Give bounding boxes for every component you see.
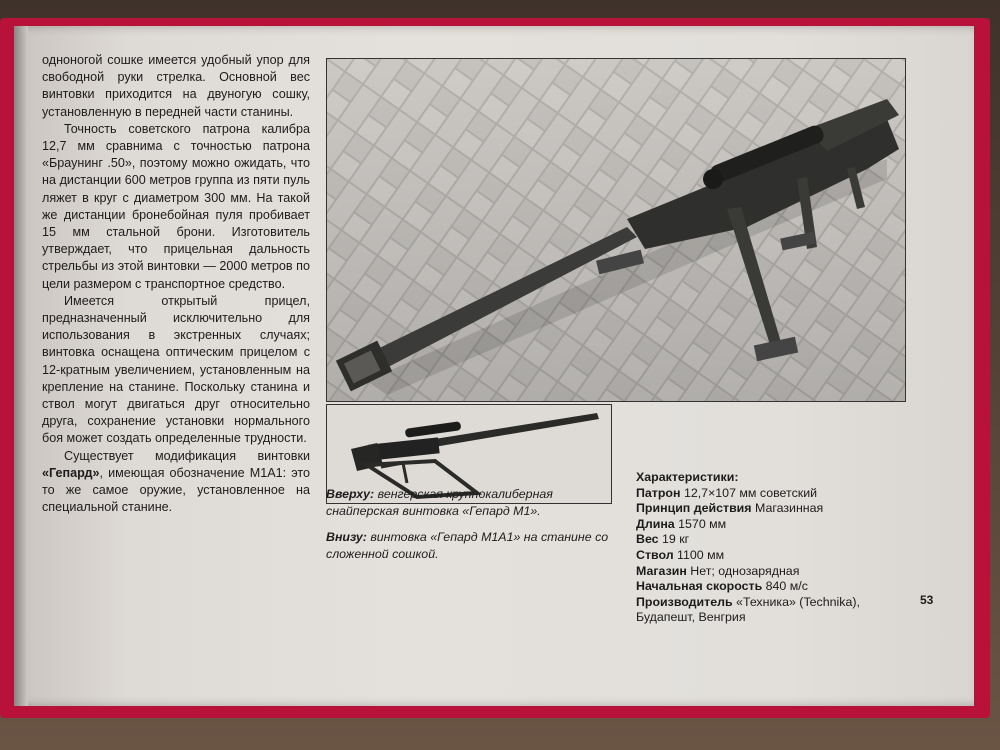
caption-top xyxy=(326,486,624,519)
spec-row-velocity xyxy=(636,579,906,595)
body-text-column xyxy=(42,52,310,516)
caption-top-text: венгерская крупнокалиберная снайперская винтовка «Гепард М1». xyxy=(326,487,553,518)
spec-label: Ствол xyxy=(636,547,674,562)
specifications-block xyxy=(636,470,906,626)
page-gutter xyxy=(14,26,28,706)
paragraph-1: одноногой сошке имеется удобный упор для свободной руки стрелка. Основной вес винтовки приходится на двуногую сошку, установленную в передней части станины. xyxy=(42,53,310,119)
caption-bottom-text: винтовка «Гепард М1А1» на станине со сложенной сошкой. xyxy=(326,530,609,561)
caption-top-label: Вверху: xyxy=(326,487,375,501)
spec-value: Магазинная xyxy=(751,501,824,516)
paragraph-3: Имеется открытый прицел, предназначенный исключительно для использования в экстренных случаях; винтовка оснащена оптическим прицелом с 12-кратным увеличением, установленным на крепление на станине. Поскольку станина и ствол могут двигаться друг относительно друга, сохранение установки нормального боя может создать определенные трудности. xyxy=(42,293,310,446)
rifle-photo-main-image xyxy=(327,59,906,402)
photo-captions xyxy=(326,486,624,572)
spec-label: Начальная скорость xyxy=(636,579,763,594)
paragraph-4 xyxy=(42,448,310,517)
spec-row-cartridge xyxy=(636,486,906,502)
spec-row-manufacturer xyxy=(636,595,906,626)
paragraph-2: Точность советского патрона калибра 12,7 мм сравнима с точностью патрона «Браунинг .50», поэтому можно ожидать, что на дистанции 600 метров группа из пяти пуль ляжет в круг с диаметром 300 мм. На такой же дистанции бронебойная пуля пробивает 15 мм стальной брони. Изготовитель утверждает, что прицельная дальность стрельбы из этой винтовки — 2000 метров по цели размером с транспортное средство. xyxy=(42,121,310,291)
specs-title: Характеристики: xyxy=(636,470,739,484)
spec-label: Производитель xyxy=(636,594,733,609)
spec-value: 19 кг xyxy=(658,532,690,547)
spec-value: 1100 мм xyxy=(673,547,725,562)
spec-row-length xyxy=(636,517,906,533)
spec-value: 12,7×107 мм советский xyxy=(680,485,818,500)
spec-label: Вес xyxy=(636,532,659,547)
spec-value: 1570 мм xyxy=(674,516,727,531)
spec-value: 840 м/с xyxy=(762,579,808,594)
spec-row-magazine xyxy=(636,564,906,580)
spec-label: Патрон xyxy=(636,485,681,500)
caption-bottom-label: Внизу: xyxy=(326,530,367,544)
spec-row-action xyxy=(636,501,906,517)
spec-value: Нет; однозарядная xyxy=(686,563,800,578)
rifle-photo-main xyxy=(326,58,906,402)
paragraph-4-before: Существует модификация винтовки xyxy=(64,448,310,463)
spec-label: Принцип действия xyxy=(636,501,752,516)
paragraph-4-after: , имеющая обозначение М1А1: это то же самое оружие, установленное на специальной станине. xyxy=(42,465,310,515)
spec-label: Длина xyxy=(636,516,675,531)
paragraph-4-bold: «Гепард» xyxy=(42,465,100,480)
caption-bottom xyxy=(326,529,624,562)
page-number: 53 xyxy=(920,593,934,607)
spec-row-weight xyxy=(636,532,906,548)
spec-label: Магазин xyxy=(636,563,687,578)
spec-row-barrel xyxy=(636,548,906,564)
spec-value: «Техника» (Technika), Будапешт, Венгрия xyxy=(636,594,860,625)
